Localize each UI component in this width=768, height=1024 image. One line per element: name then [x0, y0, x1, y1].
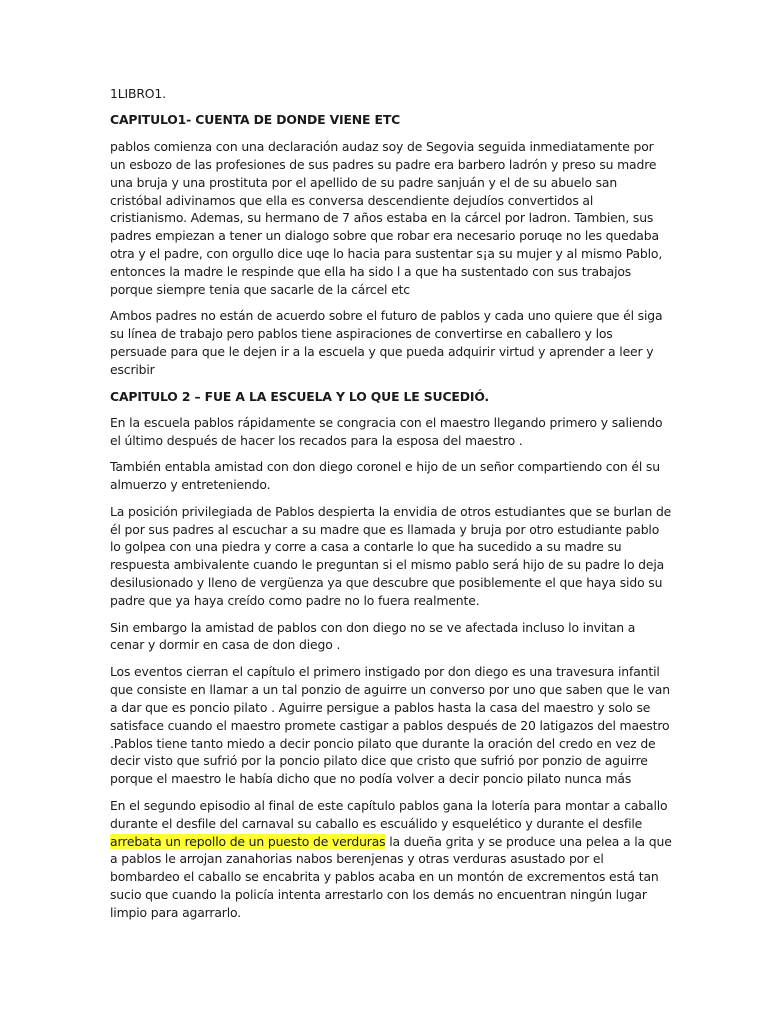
chapter-1-paragraph: pablos comienza con una declaración audaz soy de Segovia seguida inmediatamente por un esbozo de las profesiones de sus padres su padre era barbero ladrón y preso su madre una bruja y una prostituta por el apellido de su padre sanjuán y el de su abuelo san cristóbal adivinamos que ella es conversa descendiente dejudíos convertidos al cristianismo. Ademas, su hermano de 7 años estaba en la cárcel por ladron. Tambien, sus padres empiezan a tener un dialogo sobre que robar era necesario poruqe no les quedaba otra y el padre, con orgullo dice uqe lo hacia para sustentar s¡a su mujer y al mismo Pablo, entonces la madre le respinde que ella ha sido l a que ha sustentado con sus trabajos porque siempre tenia que sacarle de la cárcel etc	[110, 138, 663, 298]
highlighted-text: arrebata un repollo de un puesto de verduras	[110, 833, 386, 849]
chapter-2-paragraph: También entabla amistad con don diego coronel e hijo de un señor compartiendo con él su almuerzo y entreteniendo.	[110, 459, 660, 493]
chapter-2-paragraph: La posición privilegiada de Pablos despierta la envidia de otros estudiantes que se burlan de él por sus padres al escuchar a su madre que es llamada y bruja por otro estudiante pablo lo golpea con una piedra y corre a casa a contarle lo que ha sucedido a su madre su respuesta ambivalente cuando le preguntan si el mismo pablo será hijo de su padre lo deja desilusionado y lleno de vergüenza ya que descubre que posiblemente el que haya sido su padre que ya haya creído como padre no lo fuera realmente.	[110, 503, 672, 609]
chapter-2-heading: CAPITULO 2 – FUE A LA ESCUELA Y LO QUE LE SUCEDIÓ.	[110, 388, 489, 404]
chapter-2-paragraph: Sin embargo la amistad de pablos con don diego no se ve afectada incluso lo invitan a cenar y dormir en casa de don diego .	[110, 619, 636, 653]
chapter-2-paragraph: En la escuela pablos rápidamente se congracia con el maestro llegando primero y saliendo el último después de hacer los recados para la esposa del maestro .	[110, 415, 663, 448]
chapter-1-heading: CAPITULO1- CUENTA DE DONDE VIENE ETC	[110, 112, 401, 128]
book-title: 1LIBRO1.	[110, 86, 166, 101]
chapter-2-paragraph-final	[110, 797, 672, 922]
chapter-1-paragraph: Ambos padres no están de acuerdo sobre el futuro de pablos y cada uno quiere que él siga su línea de trabajo pero pablos tiene aspiraciones de convertirse en caballero y los persuade para que le dejen ir a la escuela y que pueda adquirir virtud y aprender a leer y escribir	[110, 308, 663, 378]
paragraph-text: En el segundo episodio al final de este capítulo pablos gana la lotería para montar a caballo durante el desfile del carnaval su caballo es escuálido y esquelético y durante el desfile	[110, 797, 668, 831]
paragraph-text: la dueña grita y se produce una pelea a la que a pablos le arrojan zanahorias nabos berenjenas y otras verduras asustado por el bombardeo el caballo se encabrita y pablos acaba en un montón de excrementos está tan sucio que cuando la policía intenta arrestarlo con los demás no encuentran ningún lugar limpio para agarrarlo.	[110, 833, 672, 921]
chapter-2-paragraph: Los eventos cierran el capítulo el primero instigado por don diego es una travesura infantil que consiste en llamar a un tal ponzio de aguirre un converso por uno que saben que le van a dar que es poncio pilato . Aguirre persigue a pablos hasta la casa del maestro y solo se satisface cuando el maestro promete castigar a pablos después de 20 latigazos del maestro .Pablos tiene tanto miedo a decir poncio pilato que durante la oración del credo en vez de decir visto que sufrió por la poncio pilato dice que cristo que sufrió por ponzio de aguirre porque el maestro le había dicho que no podía volver a decir poncio pilato nunca más	[110, 663, 670, 787]
